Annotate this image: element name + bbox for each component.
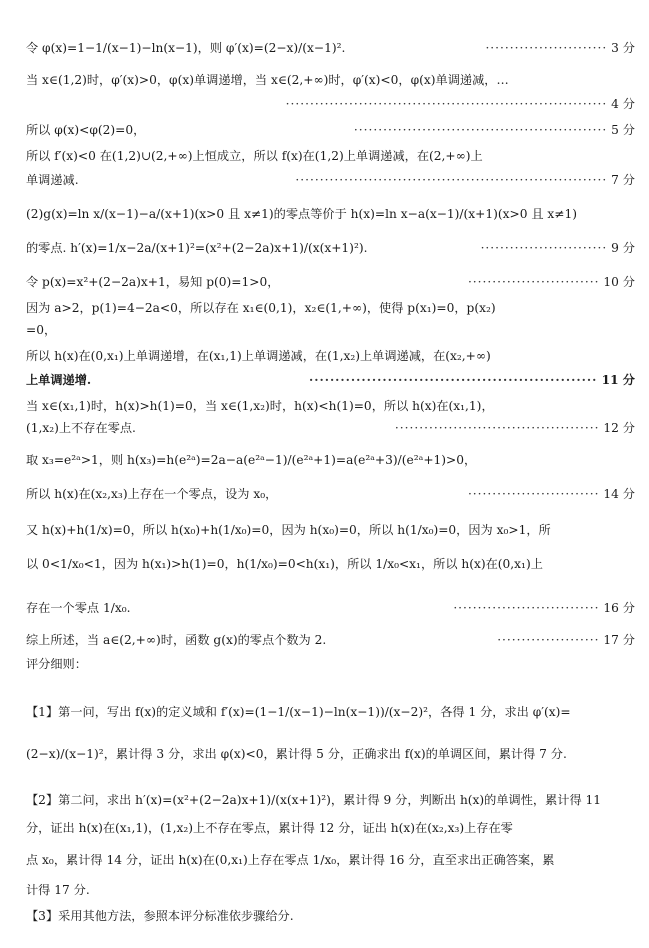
- text-line: 【3】采用其他方法，参照本评分标准依步骤给分.: [26, 909, 294, 923]
- score-label: 7 分: [611, 173, 635, 187]
- text-line: 令 φ(x)=1−1/(x−1)−ln(x−1)，则 φ′(x)=(2−x)/(x−1)². ························· 3 分: [26, 41, 635, 55]
- text-line: (2−x)/(x−1)²，累计得 3 分，求出 φ(x)<0，累计得 5 分，正确求出 f(x)的单调区间，累计得 7 分.: [26, 747, 567, 761]
- text-line: 因为 a>2，p(1)=4−2a<0，所以存在 x₁∈(0,1)，x₂∈(1,+∞)，使得 p(x₁)=0，p(x₂): [26, 301, 496, 315]
- text-line: 综上所述，当 a∈(2,+∞)时，函数 g(x)的零点个数为 2. ····················· 17 分: [26, 633, 635, 647]
- text-line: 的零点. h′(x)=1/x−2a/(x+1)²=(x²+(2−2a)x+1)/(x(x+1)²). ·························· 9 分: [26, 241, 635, 255]
- text-line: 令 p(x)=x²+(2−2a)x+1，易知 p(0)=1>0， ··························· 10 分: [26, 275, 635, 289]
- text-line: 所以 h(x)在(x₂,x₃)上存在一个零点，设为 x₀， ··························· 14 分: [26, 487, 635, 501]
- text-line: 单调递减. ································································ 7 分: [26, 173, 635, 187]
- text-line: 所以 h(x)在(0,x₁)上单调递增，在(x₁,1)上单调递减，在(1,x₂)上单调递减，在(x₂,+∞): [26, 349, 491, 363]
- text-line: (1,x₂)上不存在零点. ·········································· 12 分: [26, 421, 635, 435]
- text-line: 存在一个零点 1/x₀. ······························ 16 分: [26, 601, 635, 615]
- text-line: 以 0<1/x₀<1，因为 h(x₁)>h(1)=0，h(1/x₀)=0<h(x₁)，所以 1/x₀<x₁，所以 h(x)在(0,x₁)上: [26, 557, 543, 571]
- score-label: 14 分: [603, 487, 635, 501]
- text-line: 【1】第一问，写出 f(x)的定义域和 f′(x)=(1−1/(x−1)−ln(x−1))/(x−2)²，各得 1 分，求出 φ′(x)=: [26, 705, 571, 719]
- text-line: 又 h(x)+h(1/x)=0，所以 h(x₀)+h(1/x₀)=0，因为 h(x₀)=0，所以 h(1/x₀)=0，因为 x₀>1，所: [26, 523, 551, 537]
- text-line: =0，: [26, 323, 57, 337]
- score-label: 9 分: [611, 241, 635, 255]
- text-line: 点 x₀，累计得 14 分，证出 h(x)在(0,x₁)上存在零点 1/x₀，累计得 16 分，直至求出正确答案，累: [26, 853, 555, 867]
- text-line: 所以 f′(x)<0 在(1,2)∪(2,+∞)上恒成立，所以 f(x)在(1,2)上单调递减，在(2,+∞)上: [26, 149, 483, 163]
- section-heading: 评分细则：: [26, 657, 87, 671]
- score-label: 17 分: [603, 633, 635, 647]
- text-line: 分，证出 h(x)在(x₁,1)，(1,x₂)上不存在零点，累计得 12 分，证出 h(x)在(x₂,x₃)上存在零: [26, 821, 513, 835]
- text-line: 计得 17 分.: [26, 883, 90, 897]
- score-label: 12 分: [603, 421, 635, 435]
- score-label: 11 分: [601, 373, 635, 387]
- text-line: 当 x∈(x₁,1)时，h(x)>h(1)=0，当 x∈(1,x₂)时，h(x)<h(1)=0，所以 h(x)在(x₁,1)，: [26, 399, 494, 413]
- text-line: 取 x₃=e²ᵃ>1，则 h(x₃)=h(e²ᵃ)=2a−a(e²ᵃ−1)/(e²ᵃ+1)=a(e²ᵃ+3)/(e²ᵃ+1)>0，: [26, 453, 477, 467]
- score-label: 3 分: [611, 41, 635, 55]
- score-label: 16 分: [603, 601, 635, 615]
- text-line: (2)g(x)=ln x/(x−1)−a/(x+1)(x>0 且 x≠1)的零点等价于 h(x)=ln x−a(x−1)/(x+1)(x>0 且 x≠1): [26, 207, 578, 221]
- score-label: 5 分: [611, 123, 635, 137]
- document-page: 令 φ(x)=1−1/(x−1)−ln(x−1)，则 φ′(x)=(2−x)/(x−1)². ························· 3 分 当 x∈(1,2)时，φ′(x)>0，φ(x)单调递增，当 x∈(2,+∞)时，φ′(x)<0，φ(x)单调递减，… ·································································· 4 分 所以 φ(x)<φ(2)=0， ···················································· 5 分 所以 f′(x)<0 在(1,2)∪(2,+∞)上恒成立，所以 f(x)在(1,2)上单调递减，在(2,+∞)上 单调递减. ································································ 7 分 (2)g(x)=ln x/(x−1)−a/(x+1)(x>0 且 x≠1)的零点等价于 h(x)=ln x−a(x−1)/(x+1)(x>0 且 x≠1) 的零点. h′(x)=1/x−2a/(x+1)²=(x²+(2−2a)x+1)/(x(x+1)²). ·························· 9 分 令 p(x)=x²+(2−2a)x+1，易知 p(0)=1>0， ··························· 10 分 因为 a>2，p(1)=4−2a<0，所以存在 x₁∈(0,1)，x₂∈(1,+∞)，使得 p(x₁)=0，p(x₂) =0， 所以 h(x)在(0,x₁)上单调递增，在(x₁,1)上单调递减，在(1,x₂)上单调递减，在(x₂,+∞) 上单调递增. ······················································· 11 分 当 x∈(x₁,1)时，h(x)>h(1)=0，当 x∈(1,x₂)时，h(x)<h(1)=0，所以 h(x)在(x₁,1)， (1,x₂)上不存在零点. ·········································· 12 分 取 x₃=e²ᵃ>1，则 h(x₃)=h(e²ᵃ)=2a−a(e²ᵃ−1)/(e²ᵃ+1)=a(e²ᵃ+3)/(e²ᵃ+1)>0， 所以 h(x)在(x₂,x₃)上存在一个零点，设为 x₀， ··························· 14 分 又 h(x)+h(1/x)=0，所以 h(x₀)+h(1/x₀)=0，因为 h(x₀)=0，所以 h(1/x₀)=0，因为 x₀>1，所 以 0<1/x₀<1，因为 h(x₁)>h(1)=0，h(1/x₀)=0<h(x₁)，所以 1/x₀<x₁，所以 h(x)在(0,x₁)上 存在一个零点 1/x₀. ······························ 16 分 综上所述，当 a∈(2,+∞)时，函数 g(x)的零点个数为 2. ····················· 17 分 评分细则： 【1】第一问，写出 f(x)的定义域和 f′(x)=(1−1/(x−1)−ln(x−1))/(x−2)²，各得 1 分，求出 φ′(x)= (2−x)/(x−1)²，累计得 3 分，求出 φ(x)<0，累计得 5 分，正确求出 f(x)的单调区间，累计得 7 分. 【2】第二问，求出 h′(x)=(x²+(2−2a)x+1)/(x(x+1)²)，累计得 9 分，判断出 h(x)的单调性，累计得 11 分，证出 h(x)在(x₁,1)，(1,x₂)上不存在零点，累计得 12 分，证出 h(x)在(x₂,x₃)上存在零 点 x₀，累计得 14 分，证出 h(x)在(0,x₁)上存在零点 1/x₀，累计得 16 分，直至求出正确答案，累 计得 17 分. 【3】采用其他方法，参照本评分标准依步骤给分.: [26, 41, 635, 923]
- score-label: 4 分: [611, 97, 635, 111]
- text-line: 上单调递增. ······················································· 11 分: [26, 373, 635, 387]
- text-line: 当 x∈(1,2)时，φ′(x)>0，φ(x)单调递增，当 x∈(2,+∞)时，φ′(x)<0，φ(x)单调递减，…: [26, 73, 509, 87]
- score-label: 10 分: [603, 275, 635, 289]
- text-line: 【2】第二问，求出 h′(x)=(x²+(2−2a)x+1)/(x(x+1)²)，累计得 9 分，判断出 h(x)的单调性，累计得 11: [26, 793, 602, 807]
- text-line: 所以 φ(x)<φ(2)=0， ···················································· 5 分: [26, 123, 635, 137]
